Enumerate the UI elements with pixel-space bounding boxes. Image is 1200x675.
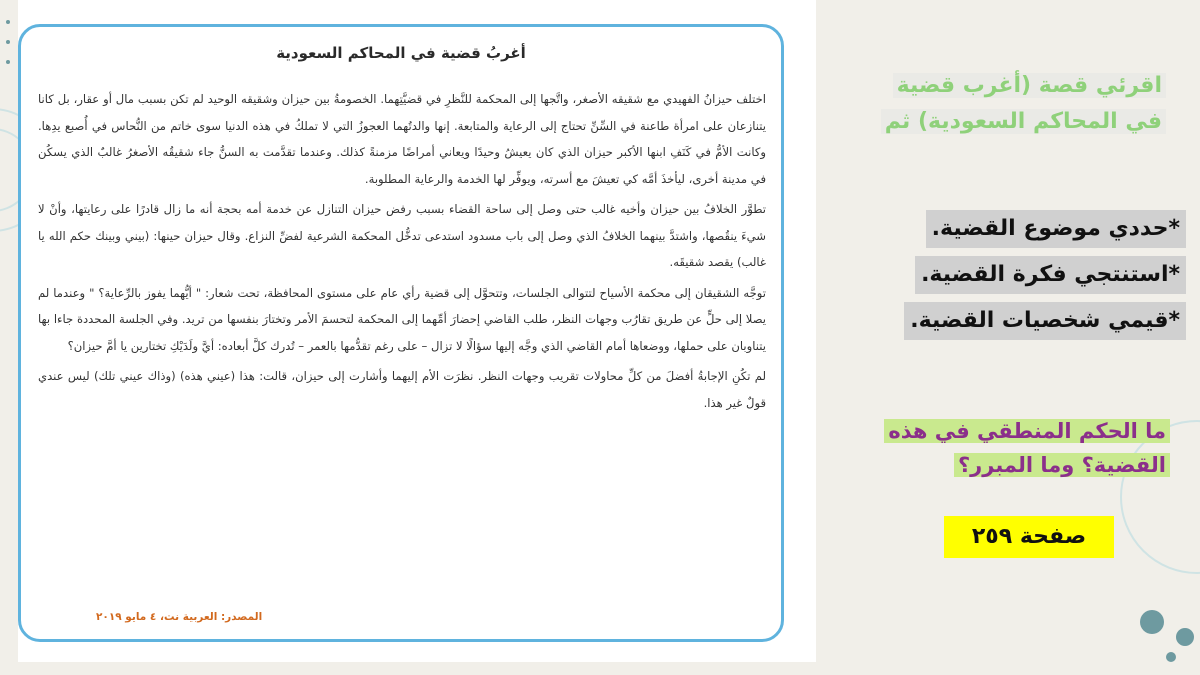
question-line: ما الحكم المنطقي في هذه: [884, 419, 1170, 443]
intro-line: اقرئي قصة (أغرب قضية: [893, 73, 1166, 98]
question-line: القضية؟ وما المبرر؟: [954, 453, 1170, 477]
intro-instruction: [836, 68, 1166, 140]
story-source: المصدر: العربية نت، ٤ مايو ٢٠١٩: [96, 611, 263, 623]
decor-dot-large: [1176, 628, 1194, 646]
question-block: [810, 414, 1170, 482]
story-paragraph: اختلف حيزانُ الفهيدي مع شقيقه الأصغر، واتَّجها إلى المحكمة للنَّظرِ في قضيَّتِهما. الخصومةُ بين حيزان وشقيقه الوحيد لم تكن بسبب مال أو عقار، بل كانا يتنازعان على امرأة طاعنة في السِّنِّ تحتاج إلى الرعاية والمتابعة. إنها والدتُهما العجوزُ التي لا تملكُ في هذه الدنيا سوى خاتم من النُّحاس في أُصبع يدِها. وكانت الأمُّ في كَنَفِ ابنها الأكبر حيزان الذي كان يعيشُ وحيدًا ويعاني أمراضًا مزمنةً كذلك. وعندما تقدَّمت به السنُّ جاء شقيقُه الأصغرُ غالبٌ الذي يسكُن في مدينة أخرى، ليأخذَ أمَّه كي تعيشَ مع أسرته، ويوفِّر لها الخدمة والرعاية المطلوبة.: [38, 92, 766, 186]
decor-dot: [6, 20, 10, 24]
page-reference: صفحة ٢٥٩: [944, 516, 1114, 558]
task-item: *قيمي شخصيات القضية.: [904, 302, 1186, 340]
decor-dot: [1166, 652, 1176, 662]
story-body: [38, 86, 766, 420]
decor-dot: [6, 60, 10, 64]
intro-line: في المحاكم السعودية) ثم: [881, 109, 1166, 134]
decor-dot: [6, 40, 10, 44]
story-paragraph: تطوَّر الخلافُ بين حيزان وأخيه غالب حتى وصل إلى ساحة القضاء بسبب رفض حيزان التنازل عن خدمة أمه بحجة أنه ما زال قادرًا على رعايتها، وأنْ لا شيءَ ينقُصها، واشتدَّ بينهما الخلافُ الذي وصل إلى باب مسدود استدعى تدخُّل المحكمة الشرعية لفضِّ النزاع. وقال حيزان حينها: (بيني وبينك حكم الله يا غالب) يقصد شقيقَه.: [38, 202, 766, 269]
task-item: *استنتجي فكرة القضية.: [915, 256, 1186, 294]
decor-dot-large: [1140, 610, 1164, 634]
task-item: *حددي موضوع القضية.: [926, 210, 1186, 248]
story-paragraph: توجَّه الشقيقان إلى محكمة الأسياح لتتوالى الجلسات، وتتحوَّل إلى قضية رأي عام على مستوى المحافظة، تحت شعار: " أيُّهما يفوز بالرِّعاية؟ " وعندما لم يصلا إلى حلٍّ عن طريق تقارُب وجهات النظر، طلب القاضي إحضارَ أمِّهما إلى المحكمة لتحسمَ الأمر وتختارَ بنفسها من تريد. وفي الجلسة المحددة جاءا بها يتناوبان على حملها، ووضعاها أمام القاضي الذي وجَّه إليها سؤالًا لا تزال – على رغم تقدُّمها بالعمر – تُدرك كلَّ أبعاده: أيَّ ولَدَيْكِ تختارين يا أمَّ حيزان؟: [38, 285, 766, 353]
story-paragraph: لم تكُنِ الإجابةُ أفضلَ من كلِّ محاولات تقريب وجهات النظر. نظرَت الأم إليهما وأشارت إلى حيزان، قالت: هذا (عيني هذه) (وذاك عيني تلك) ليس عندي قولٌ غير هذا.: [38, 369, 766, 410]
story-title: أغربُ قضية في المحاكم السعودية: [276, 44, 526, 62]
task-list: [806, 210, 1186, 348]
